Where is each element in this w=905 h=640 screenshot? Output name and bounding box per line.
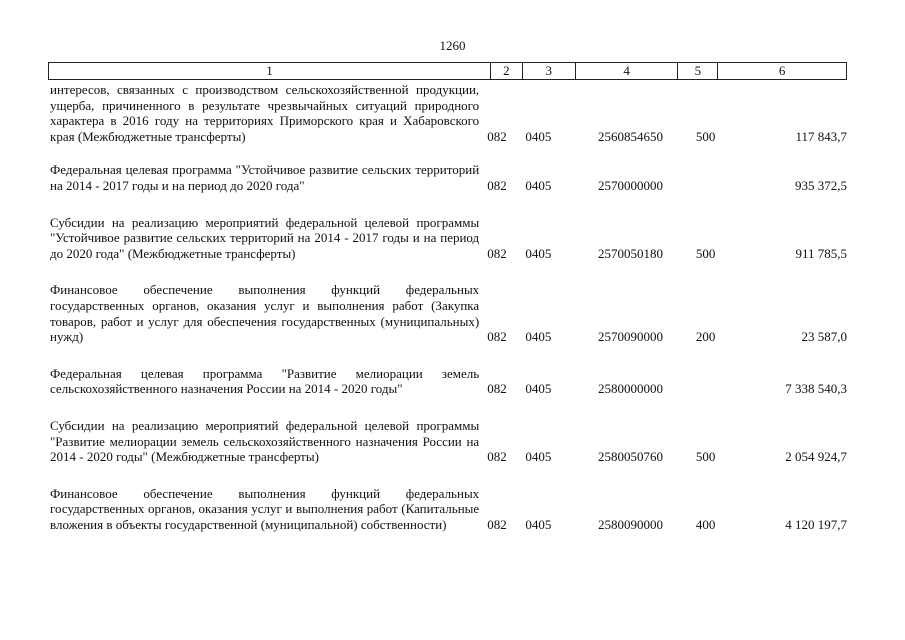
row-expense-type: 200 — [695, 329, 716, 345]
row-description: интересов, связанных с производством сельскохозяйственной продукции, ущерба, причиненного в результате чрезвычайных ситуаций природного характера в 2016 году на территориях Приморского края и Хабаровского края (Межбюджетные трансферты) — [50, 82, 480, 144]
header-col-5: 5 — [678, 63, 718, 79]
row-section-code: 0405 — [525, 329, 552, 345]
header-col-4: 4 — [576, 63, 679, 79]
row-description: Субсидии на реализацию мероприятий федеральной целевой программы "Развитие мелиорации земель сельскохозяйственного назначения России на 2014 - 2020 годы" (Межбюджетные трансферты) — [50, 417, 480, 465]
table-header — [48, 62, 847, 80]
row-target-code: 2570090000 — [597, 329, 663, 345]
header-col-1: 1 — [49, 63, 491, 79]
table-row — [48, 366, 847, 397]
row-section-code: 0405 — [525, 128, 552, 144]
row-ministry-code: 082 — [487, 329, 507, 345]
row-description: Федеральная целевая программа "Устойчивое развитие сельских территорий на 2014 - 2017 годы и на период до 2020 года" — [50, 162, 480, 193]
row-description: Субсидии на реализацию мероприятий федеральной целевой программы "Устойчивое развитие сельских территорий на 2014 - 2017 годы и на период до 2020 года" (Межбюджетные трансферты) — [50, 214, 480, 261]
row-amount: 7 338 540,3 — [785, 381, 847, 397]
table-row — [48, 162, 847, 193]
row-target-code: 2560854650 — [597, 128, 663, 144]
row-section-code: 0405 — [525, 245, 552, 261]
row-section-code: 0405 — [525, 381, 552, 397]
row-expense-type: 500 — [695, 449, 716, 465]
row-description: Финансовое обеспечение выполнения функций федеральных государственных органов, оказания услуг и выполнения работ (Капитальные вложения в объекты государственной (муниципальной) собственности) — [50, 485, 480, 532]
row-amount: 2 054 924,7 — [785, 449, 847, 465]
row-amount: 23 587,0 — [801, 329, 847, 345]
row-ministry-code: 082 — [487, 449, 507, 465]
row-expense-type: 500 — [695, 245, 716, 261]
row-target-code: 2580050760 — [597, 449, 663, 465]
row-amount: 935 372,5 — [795, 177, 847, 193]
row-target-code: 2580000000 — [597, 381, 663, 397]
page-number: 1260 — [439, 38, 466, 53]
header-col-3: 3 — [523, 63, 576, 79]
header-col-2: 2 — [491, 63, 523, 79]
row-section-code: 0405 — [525, 177, 552, 193]
row-target-code: 2580090000 — [597, 516, 663, 532]
table-row — [48, 418, 847, 465]
table-row — [48, 282, 847, 344]
row-expense-type: 400 — [695, 516, 716, 532]
row-description: Финансовое обеспечение выполнения функций федеральных государственных органов, оказания услуг и выполнения работ (Закупка товаров, работ и услуг для обеспечения государственных (муниципальных) нужд) — [50, 282, 480, 345]
table-row — [48, 486, 847, 533]
row-description: Федеральная целевая программа "Развитие мелиорации земель сельскохозяйственного назначения России на 2014 - 2020 годы" — [50, 365, 480, 397]
row-ministry-code: 082 — [487, 177, 507, 193]
header-col-6: 6 — [778, 63, 786, 78]
row-ministry-code: 082 — [487, 381, 507, 397]
row-expense-type: 500 — [695, 128, 716, 144]
budget-table-body — [48, 82, 847, 553]
row-amount: 911 785,5 — [795, 245, 847, 261]
row-ministry-code: 082 — [487, 245, 507, 261]
table-row — [48, 82, 847, 144]
row-ministry-code: 082 — [487, 128, 507, 144]
table-row — [48, 215, 847, 262]
row-ministry-code: 082 — [487, 516, 507, 532]
row-target-code: 2570000000 — [597, 177, 663, 193]
row-section-code: 0405 — [525, 516, 552, 532]
row-amount: 117 843,7 — [795, 128, 847, 144]
row-section-code: 0405 — [525, 449, 552, 465]
row-target-code: 2570050180 — [597, 245, 663, 261]
row-amount: 4 120 197,7 — [785, 516, 847, 532]
